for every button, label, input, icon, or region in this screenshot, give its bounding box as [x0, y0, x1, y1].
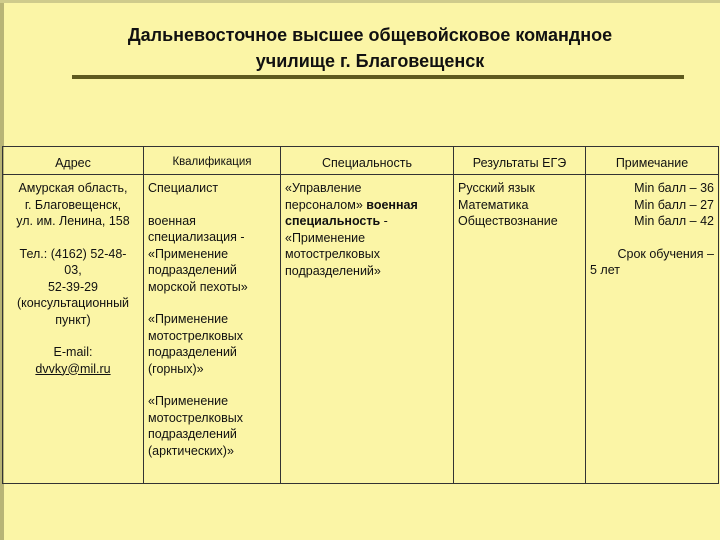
ege-subject: Русский язык: [458, 181, 535, 195]
specialty-emphasis: специальность: [285, 214, 381, 228]
title-underline: [72, 75, 684, 79]
specialization-line: военная: [148, 213, 196, 228]
qualification-level: Специалист: [148, 181, 219, 195]
header-address: Адрес: [3, 147, 144, 175]
specialization-line: морской пехоты»: [148, 279, 248, 294]
specialization-line: мотострелковых: [148, 328, 244, 343]
qualification-cell: [144, 175, 281, 484]
specialty-line: «Управление: [285, 181, 362, 195]
phone-line: пункт): [55, 312, 91, 327]
address-cell: [3, 175, 144, 484]
min-score: Min балл – 27: [634, 197, 714, 212]
specialty-line: персоналом» военная: [285, 197, 418, 212]
specialization-line: «Применение: [148, 246, 229, 261]
phone-line: 52-39-29: [47, 279, 99, 294]
specialization-line: специализация -: [148, 230, 245, 244]
phone-line: Тел.: (4162) 52-48-: [19, 246, 127, 261]
specialization-line: подразделений: [148, 427, 237, 441]
specialty-line: мотострелковых: [285, 247, 381, 261]
address-line: г. Благовещенск,: [24, 197, 122, 212]
specialty-line: специальность -: [285, 214, 388, 228]
specialization-line: подразделений: [148, 263, 237, 277]
address-line: Амурская область,: [18, 181, 128, 195]
header-qualification: Квалификация: [144, 147, 281, 175]
title-line-2: училище г. Благовещенск: [255, 51, 485, 71]
specialization-line: (горных)»: [148, 361, 204, 376]
specialization-line: «Применение: [148, 394, 229, 408]
email-link[interactable]: dvvky@mil.ru: [35, 361, 111, 376]
phone-line: 03,: [64, 263, 82, 277]
ege-subject: Обществознание: [458, 214, 558, 228]
min-score: Min балл – 36: [634, 181, 714, 195]
specialty-line: подразделений»: [285, 263, 381, 278]
specialization-line: мотострелковых: [148, 410, 244, 425]
header-ege: Результаты ЕГЭ: [454, 147, 586, 175]
header-specialty: Специальность: [281, 147, 454, 175]
study-duration-value: 5 лет: [590, 263, 620, 277]
specialty-emphasis: военная: [366, 197, 418, 212]
slide-frame-top: [0, 0, 720, 3]
specialization-line: (арктических)»: [148, 443, 234, 458]
ege-cell: [454, 175, 586, 484]
table-row: [3, 175, 719, 484]
min-score: Min балл – 42: [634, 214, 714, 228]
specialization-line: «Применение: [148, 312, 229, 326]
phone-line: (консультационный: [16, 296, 130, 310]
slide-title: [70, 22, 670, 74]
specialty-cell: [281, 175, 454, 484]
specialty-line: «Применение: [285, 230, 366, 245]
info-table: [2, 146, 719, 484]
note-cell: [586, 175, 719, 484]
ege-subject: Математика: [458, 197, 529, 212]
header-note: Примечание: [586, 147, 719, 175]
address-line: ул. им. Ленина, 158: [16, 214, 130, 228]
table-header-row: [3, 147, 719, 175]
title-line-1: Дальневосточное высшее общевойсковое командное: [127, 25, 613, 45]
specialization-line: подразделений: [148, 345, 237, 359]
study-duration: Срок обучения –: [617, 246, 714, 261]
email-label: E-mail:: [53, 345, 93, 359]
